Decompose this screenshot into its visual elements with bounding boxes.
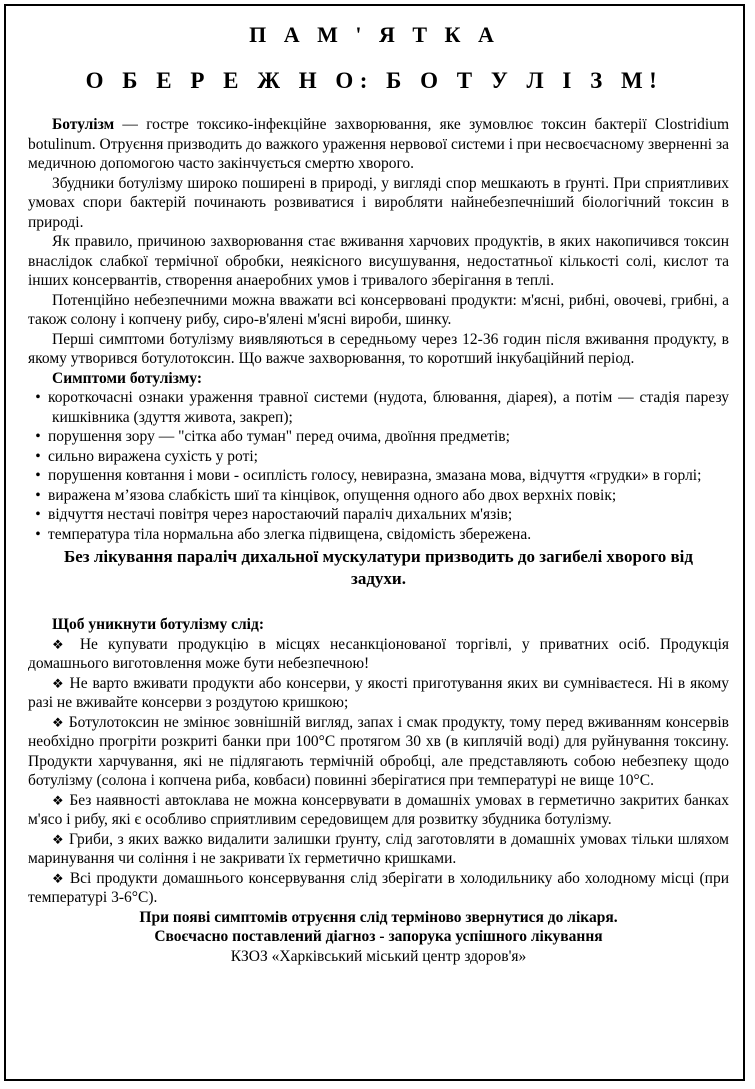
diamond-bullet-icon: ❖ [52, 831, 65, 847]
symptom-item: • порушення ковтання і мови - осиплість голосу, невиразна, змазана мова, відчуття «грудки» в горлі; [28, 466, 729, 486]
first-symptoms-paragraph: Перші симптоми ботулізму виявляються в середньому через 12-36 годин після вживання продукту, в якому утворився ботулотоксин. Що важче захворювання, то коротший інкубаційний період. [28, 330, 729, 367]
prevention-item: ❖ Ботулотоксин не змінює зовнішній вигляд, запах і смак продукту, тому перед вживанням консервів необхідно прогріти розкриті банки при 100°С протягом 30 хв (в киплячій воді) для руйнування токсину. Продукти харчування, які не підлягають термічній обробці, але представляють собою небезпеку щодо ботулізму (солона і копчена риба, ковбаси) повинні зберігатися при температурі не вище 10°С. [28, 713, 730, 789]
symptom-item: • температура тіла нормальна або злегка підвищена, свідомість збережена. [28, 525, 729, 545]
botulism-term: Ботулізм [52, 116, 115, 133]
symptoms-list [28, 388, 729, 544]
intro-text: — гостре токсико-інфекційне захворювання, яке зумовлює токсин бактерії Clostridium botulinum. Отруєння призводить до важкого ураження нервової системи і при несвоєчасному зверненні за медичною допомогою часто закінчується смертю хворого. [28, 116, 729, 172]
symptom-item: • порушення зору — "сітка або туман" перед очима, двоїння предметів; [28, 427, 729, 447]
prevention-item: ❖ Всі продукти домашнього консервування слід зберігати в холодильнику або холодному місці (при температурі 3-6°С). [28, 869, 729, 906]
dangerous-products-paragraph: Потенційно небезпечними можна вважати всі консервовані продукти: м'ясні, рибні, овочеві, грибні, а також солону і копчену рибу, сиро-в'ялені м'ясні вироби, шинку. [28, 291, 729, 328]
intro-paragraph [28, 115, 729, 174]
diamond-bullet-icon: ❖ [52, 870, 65, 886]
pathogen-paragraph: Збудники ботулізму широко поширені в природі, у вигляді спор мешкають в ґрунті. При сприятливих умовах спори бактерій починають розвиватися і виробляти найнебезпечніший біологічний токсин в природі. [28, 174, 729, 231]
diamond-bullet-icon: ❖ [52, 792, 65, 808]
leaflet-body [28, 115, 729, 966]
diamond-bullet-icon: ❖ [52, 714, 65, 730]
bullet-icon: • [35, 428, 41, 445]
prevention-item: ❖ Не варто вживати продукти або консерви, у якості приготування яких ви сумніваєтеся. Ні в якому разі не вживайте консерви з роздутою кришкою; [28, 674, 729, 711]
leaflet-page [4, 4, 745, 1081]
diamond-bullet-icon: ❖ [52, 636, 70, 652]
leaflet-title: П А М ' Я Т К А [249, 22, 500, 47]
symptom-item: • відчуття нестачі повітря через наростаючий параліч дихальних м'язів; [28, 505, 729, 525]
bullet-icon: • [35, 486, 41, 504]
see-doctor-notice: При появі симптомів отруєння слід терміново звернутися до лікаря. [139, 908, 618, 926]
symptom-item: • короткочасні ознаки ураження травної системи (нудота, блювання, діарея), а потім — стадія парезу кишківника (здуття живота, закреп); [28, 388, 729, 427]
bullet-icon: • [35, 506, 41, 523]
warning-text: Без лікування параліч дихальної мускулатури призводить до загибелі хворого від задухи. [64, 547, 693, 588]
bullet-icon: • [35, 447, 41, 465]
organization-name: КЗОЗ «Харківський міський центр здоров'я» [230, 947, 527, 965]
symptom-item: • сильно виражена сухість у роті; [28, 447, 729, 467]
bullet-icon: • [35, 389, 41, 406]
prevention-item: ❖ Без наявності автоклава не можна консервувати в домашніх умовах в герметично закритих банках м'ясо і рибу, які є особливо сприятливим середовищем для розвитку збудника ботулізму. [28, 791, 729, 828]
prevention-list [28, 635, 729, 908]
diamond-bullet-icon: ❖ [52, 675, 65, 691]
prevention-item: ❖ Не купувати продукцію в місцях несанкціонованої торгівлі, у приватних осіб. Продукція домашнього виготовлення може бути небезпечною! [28, 635, 730, 672]
cause-paragraph: Як правило, причиною захворювання стає вживання харчових продуктів, в яких накопичився токсин внаслідок слабкої термічної обробки, неякісного висушування, недостатньої кількості солі, кислот та інших консервантів, створення анаеробних умов і тривалого зберігання в теплі. [28, 233, 729, 289]
prevention-heading: Щоб уникнути ботулізму слід: [52, 616, 264, 633]
diagnosis-notice: Своєчасно поставлений діагноз - запорука успішного лікування [154, 928, 603, 945]
symptom-item: • виражена м’язова слабкість шиї та кінцівок, опущення одного або двох верхніх повік; [28, 486, 729, 506]
bullet-icon: • [35, 467, 41, 484]
leaflet-subtitle: О Б Е Р Е Ж Н О: Б О Т У Л І З М! [85, 68, 664, 93]
prevention-item: ❖ Гриби, з яких важко видалити залишки ґрунту, слід заготовляти в домашніх умовах тільки шляхом маринування чи соління і не закривати їх герметично кришками. [28, 830, 729, 867]
symptoms-heading: Симптоми ботулізму: [52, 369, 202, 387]
bullet-icon: • [35, 525, 41, 543]
